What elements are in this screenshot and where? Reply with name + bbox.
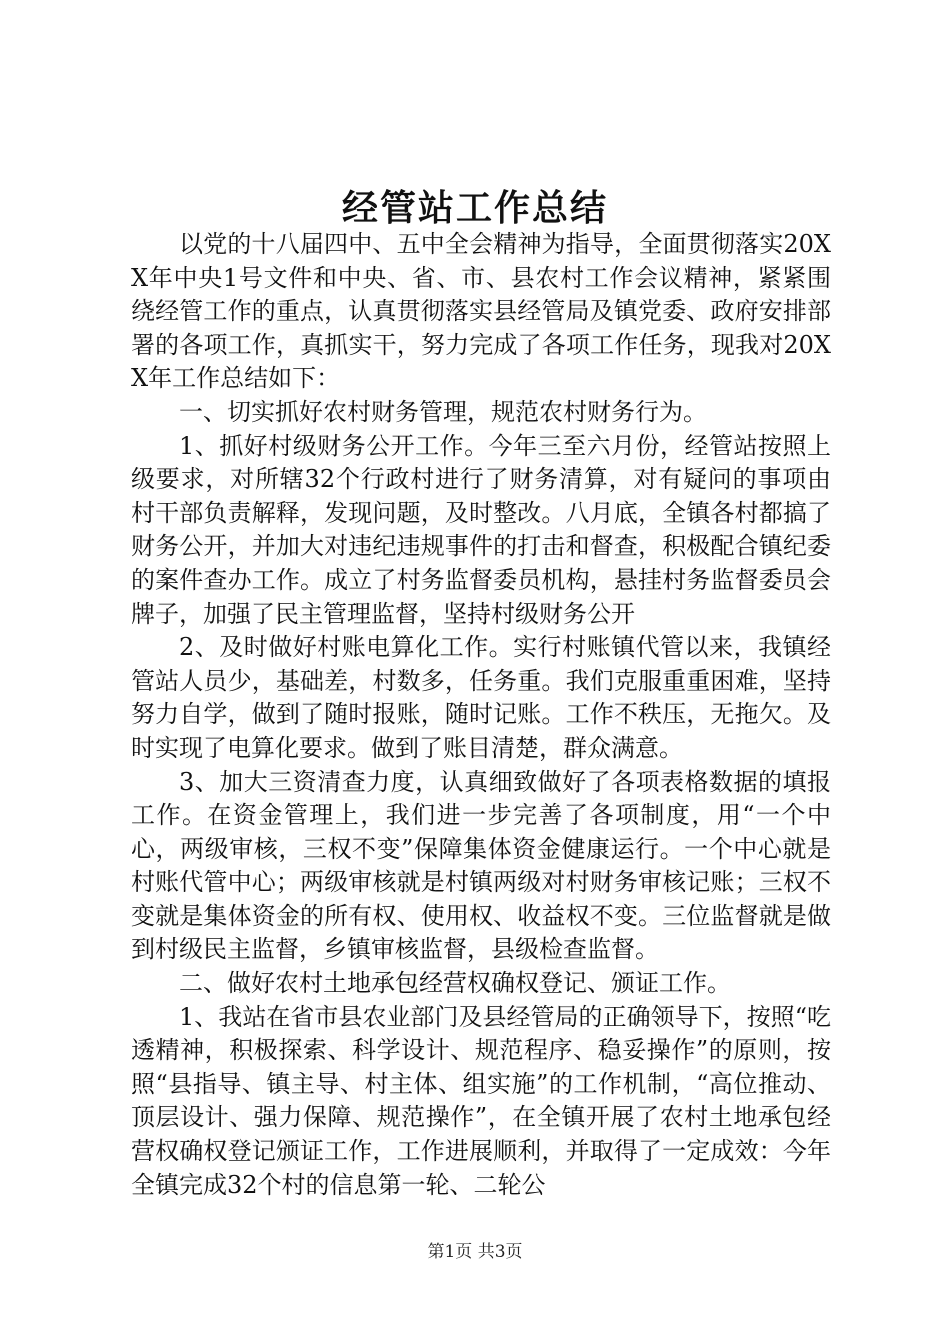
- paragraph-1-3: 3、加大三资清查力度，认真细致做好了各项表格数据的填报工作。在资金管理上，我们进一步完善了各项制度，用“一个中心，两级审核，三权不变”保障集体资金健康运行。一个中心就是村账代管中心；两级审核就是村镇两级对村财务审核记账；三权不变就是集体资金的所有权、使用权、收益权不变。三位监督就是做到村级民主监督，乡镇审核监督，县级检查监督。: [131, 767, 831, 964]
- paragraph-1-1: 1、抓好村级财务公开工作。今年三至六月份，经管站按照上级要求，对所辖32个行政村进行了财务清算，对有疑问的事项由村干部负责解释，发现问题，及时整改。八月底，全镇各村都搞了财务公开，并加大对违纪违规事件的打击和督查，积极配合镇纪委的案件查办工作。成立了村务监督委员机构，悬挂村务监督委员会牌子，加强了民主管理监督，坚持村级财务公开: [131, 431, 831, 628]
- paragraph-2-1: 1、我站在省市县农业部门及县经管局的正确领导下，按照“吃透精神，积极探索、科学设计、规范程序、稳妥操作”的原则，按照“县指导、镇主导、村主体、组实施”的工作机制，“高位推动、顶层设计、强力保障、规范操作”，在全镇开展了农村土地承包经营权确权登记颁证工作，工作进展顺利，并取得了一定成效：今年全镇完成32个村的信息第一轮、二轮公: [131, 1002, 831, 1199]
- page-title: 经管站工作总结: [341, 187, 608, 229]
- page-footer: 第1页 共3页: [427, 1242, 523, 1262]
- paragraph-1-2: 2、及时做好村账电算化工作。实行村账镇代管以来，我镇经管站人员少，基础差，村数多，任务重。我们克服重重困难，坚持努力自学，做到了随时报账，随时记账。工作不秩压，无拖欠。及时实现了电算化要求。做到了账目清楚，群众满意。: [131, 633, 831, 762]
- document-body: [131, 228, 831, 1202]
- section-heading-2: 二、做好农村土地承包经营权确权登记、颁证工作。: [179, 969, 731, 998]
- paragraph-intro: 以党的十八届四中、五中全会精神为指导，全面贯彻落实20XX年中央1号文件和中央、省、市、县农村工作会议精神，紧紧围绕经管工作的重点，认真贯彻落实县经管局及镇党委、政府安排部署的各项工作，真抓实干，努力完成了各项工作任务，现我对20XX年工作总结如下：: [131, 230, 831, 393]
- section-heading-1: 一、切实抓好农村财务管理，规范农村财务行为。: [179, 397, 707, 426]
